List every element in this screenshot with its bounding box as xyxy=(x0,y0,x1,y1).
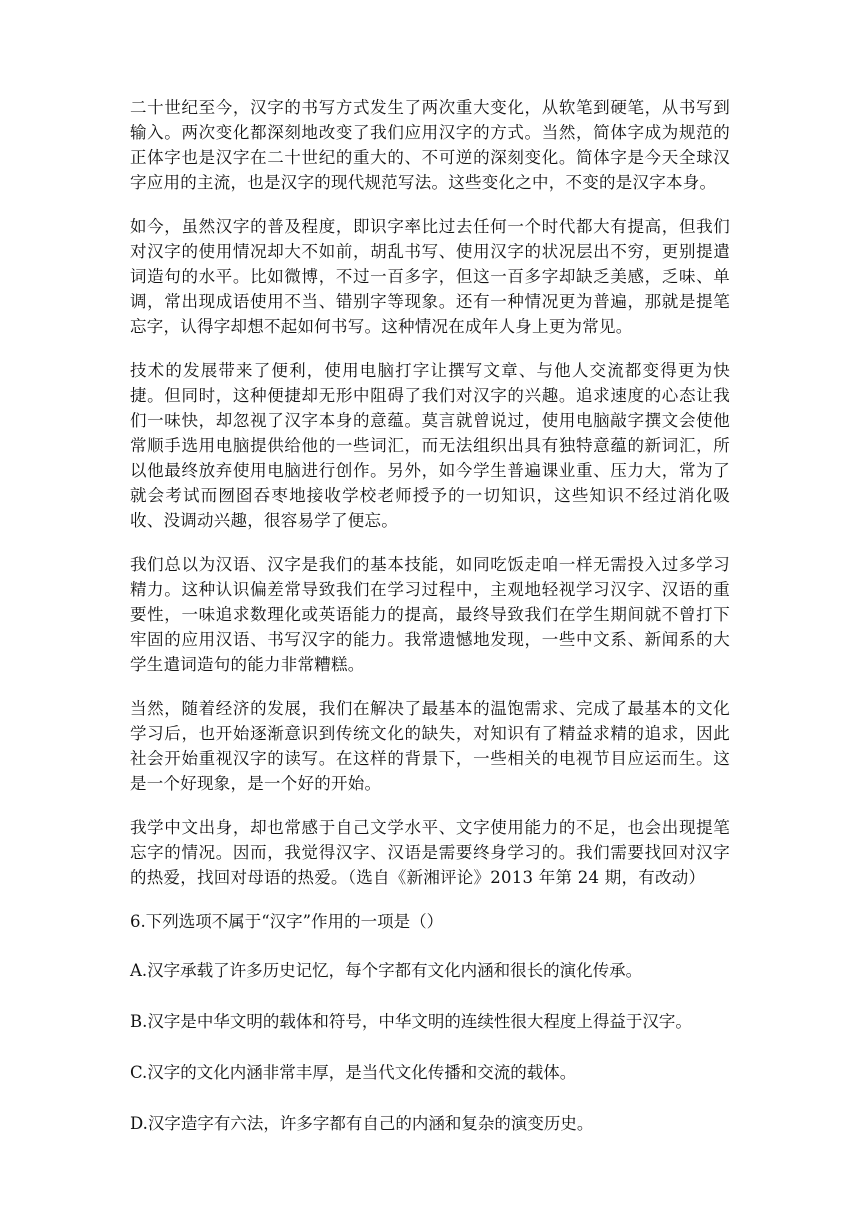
article-paragraph-4: 我们总以为汉语、汉字是我们的基本技能，如同吃饭走咱一样无需投入过多学习精力。这种认识偏差常导致我们在学习过程中，主观地轻视学习汉字、汉语的重要性，一味追求数理化或英语能力的提高，最终导致我们在学生期间就不曾打下牢固的应用汉语、书写汉字的能力。我常遗憾地发现，一些中文系、新闻系的大学生遣词造句的能力非常糟糕。 xyxy=(130,555,730,674)
option-b: B.汉字是中华文明的载体和符号，中华文明的连续性很大程度上得益于汉字。 xyxy=(130,1012,692,1031)
article-paragraph-1: 二十世纪至今，汉字的书写方式发生了两次重大变化，从软笔到硬笔，从书写到输入。两次变化都深刻地改变了我们应用汉字的方式。当然，简体字成为规范的正体字也是汉字在二十世纪的重大的、不可逆的深刻变化。简体字是今天全球汉字应用的主流，也是汉字的现代规范写法。这些变化之中，不变的是汉字本身。 xyxy=(130,98,730,192)
option-d: D.汉字造字有六法，许多字都有自己的内涵和复杂的演变历史。 xyxy=(130,1114,594,1133)
question-block xyxy=(130,909,730,1136)
document-page xyxy=(130,95,730,1162)
article-paragraph-5: 当然，随着经济的发展，我们在解决了最基本的温饱需求、完成了最基本的文化学习后，也开始逐渐意识到传统文化的缺失，对知识有了精益求精的追求，因此社会开始重视汉字的读写。在这样的背景下，一些相关的电视节目应运而生。这是一个好现象，是一个好的开始。 xyxy=(130,699,730,793)
article-body xyxy=(130,95,730,890)
option-c: C.汉字的文化内涵非常丰厚，是当代文化传播和交流的载体。 xyxy=(130,1063,577,1082)
article-paragraph-2: 如今，虽然汉字的普及程度，即识字率比过去任何一个时代都大有提高，但我们对汉字的使用情况却大不如前，胡乱书写、使用汉字的状况层出不穷，更别提遣词造句的水平。比如微博，不过一百多字，但这一百多字却缺乏美感，乏味、单调，常出现成语使用不当、错别字等现象。还有一种情况更为普遍，那就是提笔忘字，认得字却想不起如何书写。这种情况在成年人身上更为常见。 xyxy=(130,217,730,336)
option-a: A.汉字承载了许多历史记忆，每个字都有文化内涵和很长的演化传承。 xyxy=(130,961,643,980)
article-paragraph-6: 我学中文出身，却也常感于自己文学水平、文字使用能力的不足，也会出现提笔忘字的情况。因而，我觉得汉字、汉语是需要终身学习的。我们需要找回对汉字的热爱，找回对母语的热爱。（选自《新湘评论》2013 年第 24 期，有改动） xyxy=(130,818,730,887)
article-paragraph-3: 技术的发展带来了便利，使用电脑打字让撰写文章、与他人交流都变得更为快捷。但同时，这种便捷却无形中阻碍了我们对汉字的兴趣。追求速度的心态让我们一味快，却忽视了汉字本身的意蕴。莫言就曾说过，使用电脑敲字撰文会使他常顺手选用电脑提供给他的一些词汇，而无法组织出具有独特意蕴的新词汇，所以他最终放弃使用电脑进行创作。另外，如今学生普遍课业重、压力大，常为了就会考试而囫囵吞枣地接收学校老师授予的一切知识，这些知识不经过消化吸收、没调动兴趣，很容易学了便忘。 xyxy=(130,361,730,530)
question-stem: 6.下列选项不属于“汉字”作用的一项是（） xyxy=(130,912,444,931)
